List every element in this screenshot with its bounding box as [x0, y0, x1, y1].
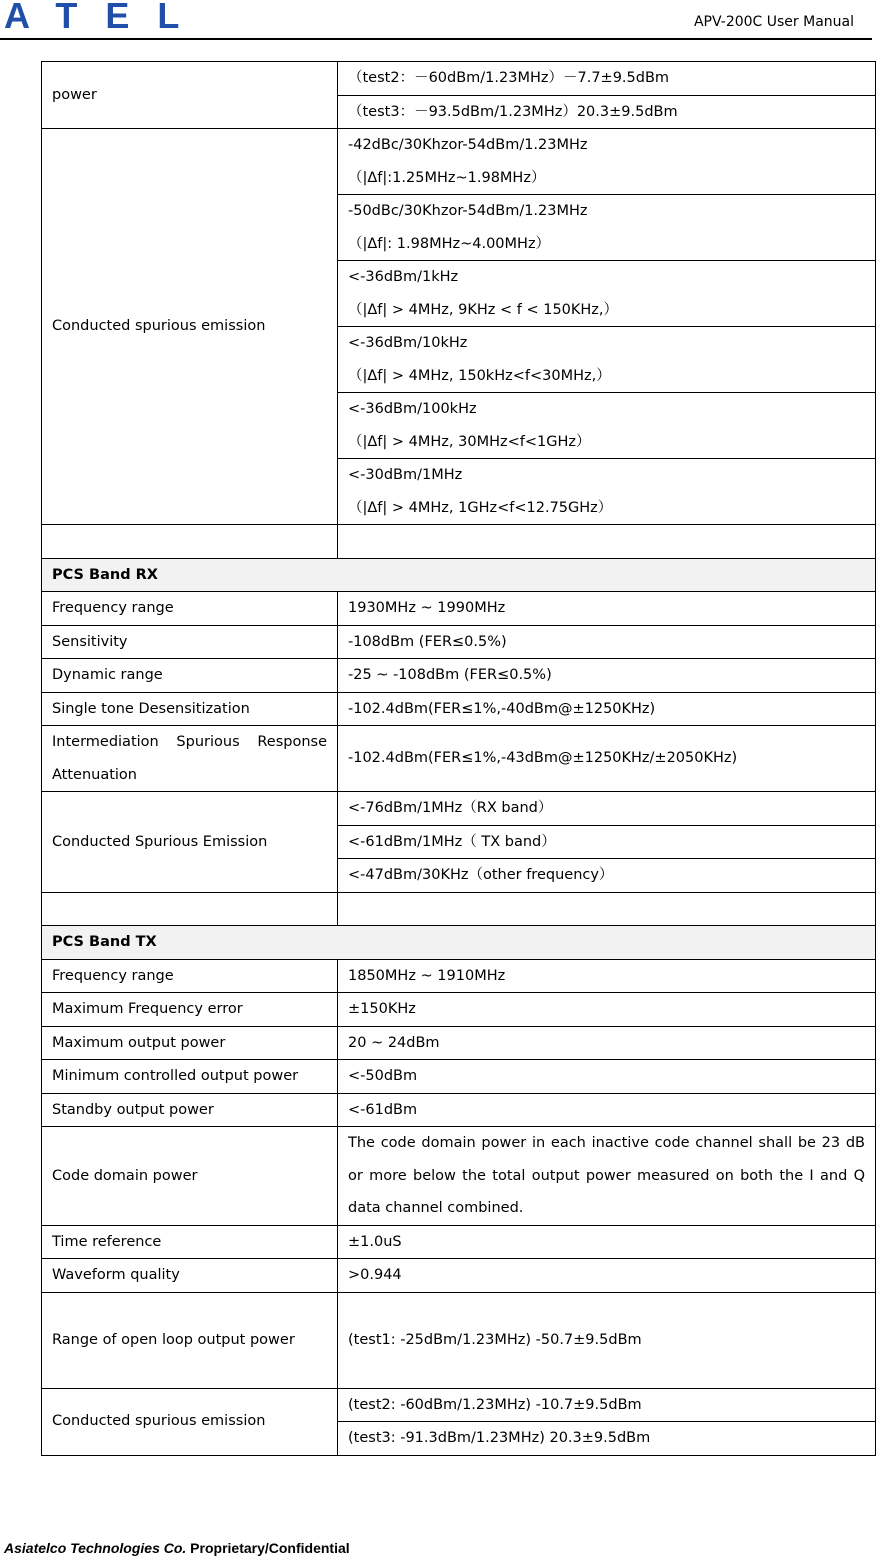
- footer-company: Asiatelco Technologies Co.: [4, 1540, 187, 1556]
- table-row: [42, 625, 876, 659]
- spec-value: <-50dBm: [338, 1060, 876, 1094]
- spec-value: 20 ~ 24dBm: [338, 1026, 876, 1060]
- page-footer: [4, 1540, 350, 1556]
- spec-value: <-76dBm/1MHz（RX band）: [338, 792, 876, 826]
- spec-value-line: <-30dBm/1MHz: [348, 467, 463, 483]
- table-row: [42, 1225, 876, 1259]
- spec-value-line: -50dBc/30Khzor-54dBm/1.23MHz: [348, 203, 588, 219]
- spec-label: Time reference: [42, 1225, 338, 1259]
- section-title-tx: PCS Band TX: [42, 926, 876, 960]
- spec-value: -102.4dBm(FER≤1%,-43dBm@±1250KHz/±2050KHz): [338, 726, 876, 792]
- spec-value: <-61dBm/1MHz（ TX band）: [338, 825, 876, 859]
- spec-value-line: （|Δf| > 4MHz, 1GHz<f<12.75GHz）: [348, 499, 613, 516]
- spec-value-line: -42dBc/30Khzor-54dBm/1.23MHz: [348, 137, 588, 153]
- spec-value: -102.4dBm(FER≤1%,-40dBm@±1250KHz): [338, 692, 876, 726]
- spec-value: [338, 459, 876, 525]
- manual-title: APV-200C User Manual: [693, 14, 854, 30]
- spec-value: 1930MHz ~ 1990MHz: [338, 592, 876, 626]
- spec-value: (test1: -25dBm/1.23MHz) -50.7±9.5dBm: [338, 1292, 876, 1388]
- spec-label: Range of open loop output power: [42, 1292, 338, 1388]
- spec-value: （test3：－93.5dBm/1.23MHz）20.3±9.5dBm: [338, 95, 876, 129]
- spec-value: [338, 261, 876, 327]
- table-row: [42, 959, 876, 993]
- table-row: [42, 726, 876, 792]
- spec-value: [338, 327, 876, 393]
- spec-label: Conducted spurious emission: [42, 1388, 338, 1455]
- spec-value: 1850MHz ~ 1910MHz: [338, 959, 876, 993]
- empty-row: [42, 525, 876, 559]
- table-row: [42, 993, 876, 1027]
- spec-value: [338, 195, 876, 261]
- table-row: [42, 1026, 876, 1060]
- table-row: [42, 62, 876, 96]
- spec-label: Maximum Frequency error: [42, 993, 338, 1027]
- spec-label: Intermediation Spurious Response Attenuation: [42, 726, 338, 792]
- table-row: [42, 659, 876, 693]
- spec-label: Frequency range: [42, 592, 338, 626]
- spec-label: Conducted Spurious Emission: [42, 792, 338, 893]
- company-logo: ATEL: [4, 0, 208, 36]
- spec-label: Dynamic range: [42, 659, 338, 693]
- spec-label: Maximum output power: [42, 1026, 338, 1060]
- spec-value: The code domain power in each inactive code channel shall be 23 dB or more below the total output power measured on both the I and Q data channel combined.: [338, 1127, 876, 1226]
- spec-label: Code domain power: [42, 1127, 338, 1226]
- spec-label: Single tone Desensitization: [42, 692, 338, 726]
- section-header-row: [42, 558, 876, 592]
- spec-value-line: <-36dBm/1kHz: [348, 269, 459, 285]
- spec-value-line: <-36dBm/100kHz: [348, 401, 477, 417]
- spec-value: [338, 393, 876, 459]
- section-header-row: [42, 926, 876, 960]
- spec-value-line: <-36dBm/10kHz: [348, 335, 468, 351]
- table-row: [42, 1292, 876, 1388]
- spec-value: [338, 129, 876, 195]
- spec-value-line: （|Δf|: 1.98MHz~4.00MHz）: [348, 235, 551, 252]
- spec-value: <-61dBm: [338, 1093, 876, 1127]
- empty-row: [42, 892, 876, 926]
- spec-value-line: （|Δf|:1.25MHz~1.98MHz）: [348, 169, 546, 186]
- table-row: [42, 692, 876, 726]
- spec-value: (test2: -60dBm/1.23MHz) -10.7±9.5dBm: [338, 1388, 876, 1422]
- spec-label: Sensitivity: [42, 625, 338, 659]
- spec-label: Waveform quality: [42, 1259, 338, 1293]
- header-divider: [0, 38, 872, 40]
- spec-value: （test2：－60dBm/1.23MHz）－7.7±9.5dBm: [338, 62, 876, 96]
- spec-label: Minimum controlled output power: [42, 1060, 338, 1094]
- table-row: [42, 129, 876, 195]
- table-row: [42, 1127, 876, 1226]
- spec-label: Conducted spurious emission: [42, 129, 338, 525]
- table-row: [42, 792, 876, 826]
- spec-value: -25 ~ -108dBm (FER≤0.5%): [338, 659, 876, 693]
- footer-notice: Proprietary/Confidential: [186, 1540, 350, 1556]
- spec-label: Frequency range: [42, 959, 338, 993]
- table-row: [42, 592, 876, 626]
- table-row: [42, 1060, 876, 1094]
- spec-value: (test3: -91.3dBm/1.23MHz) 20.3±9.5dBm: [338, 1422, 876, 1456]
- spec-value: -108dBm (FER≤0.5%): [338, 625, 876, 659]
- section-title-rx: PCS Band RX: [42, 558, 876, 592]
- table-row: [42, 1093, 876, 1127]
- spec-value-line: （|Δf| > 4MHz, 150kHz<f<30MHz,）: [348, 367, 611, 384]
- spec-value: ±150KHz: [338, 993, 876, 1027]
- spec-label: Standby output power: [42, 1093, 338, 1127]
- spec-value: ±1.0uS: [338, 1225, 876, 1259]
- spec-value-line: （|Δf| > 4MHz, 9KHz < f < 150KHz,）: [348, 301, 619, 318]
- spec-value: >0.944: [338, 1259, 876, 1293]
- spec-table: [41, 61, 876, 1456]
- table-row: [42, 1388, 876, 1422]
- spec-label: power: [42, 62, 338, 129]
- spec-value: <-47dBm/30KHz（other frequency）: [338, 859, 876, 893]
- table-row: [42, 1259, 876, 1293]
- spec-value-line: （|Δf| > 4MHz, 30MHz<f<1GHz）: [348, 433, 591, 450]
